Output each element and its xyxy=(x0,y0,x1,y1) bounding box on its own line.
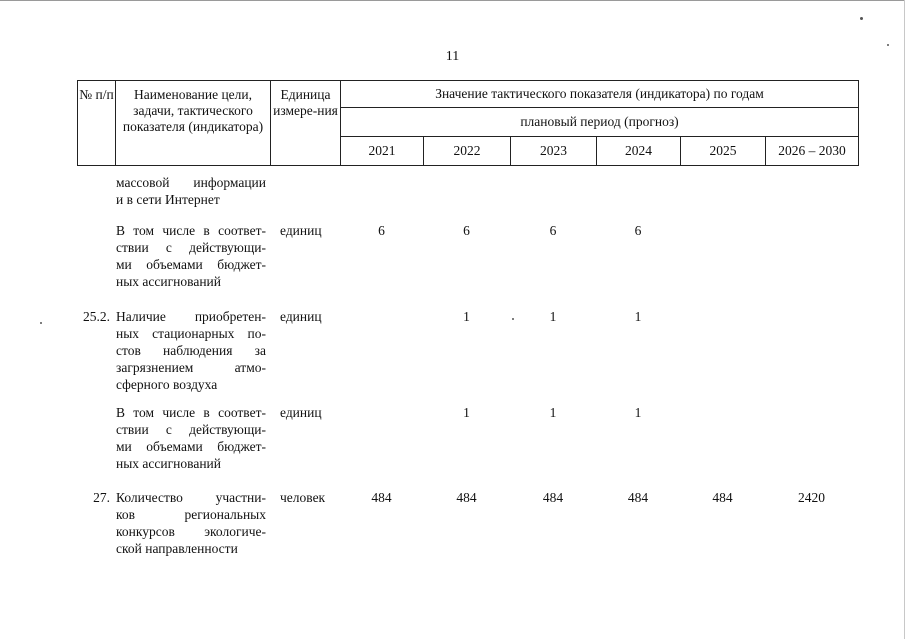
header-indicator-name: Наименование цели, задачи, тактического показателя (индикатора) xyxy=(116,81,271,166)
value-2024: 1 xyxy=(634,405,642,420)
value-2025: 484 xyxy=(712,490,733,505)
scan-speck xyxy=(40,322,42,324)
value-2023: 1 xyxy=(549,309,557,324)
value-2024: 1 xyxy=(634,309,642,324)
value-2026-2030: 2420 xyxy=(798,490,825,505)
indicator-name-line: и в сети Интернет xyxy=(116,192,220,207)
indicator-name-line: В том числе в соответ- xyxy=(116,405,266,420)
header-year: 2025 xyxy=(681,137,766,166)
header-year: 2024 xyxy=(597,137,681,166)
scan-speck xyxy=(887,44,889,46)
header-values-by-year: Значение тактического показателя (индикатора) по годам xyxy=(341,81,859,108)
indicator-name-line: ми объемами бюджет- xyxy=(116,439,266,454)
scan-edge-top xyxy=(0,0,905,1)
header-unit: Единица измере-ния xyxy=(271,81,341,166)
indicator-name-line: конкурсов экологиче- xyxy=(116,524,266,539)
value-2023: 484 xyxy=(542,490,564,505)
indicator-name xyxy=(116,404,266,472)
indicator-name-line: ствии с действующи- xyxy=(116,422,266,437)
indicator-name xyxy=(116,308,266,393)
indicator-name-line: ных ассигнований xyxy=(116,274,221,289)
indicator-name-line: ствии с действующи- xyxy=(116,240,266,255)
indicator-name-line: стов наблюдения за xyxy=(116,343,266,358)
value-2023: 6 xyxy=(549,223,557,238)
indicator-name-line: загрязнением атмо- xyxy=(116,360,266,375)
value-2024: 484 xyxy=(627,490,649,505)
unit: единиц xyxy=(280,223,322,238)
page-number: 11 xyxy=(445,49,460,64)
header-year: 2021 xyxy=(341,137,424,166)
indicator-name-line: Количество участни- xyxy=(116,490,266,505)
row-number: 25.2. xyxy=(83,309,110,324)
indicator-name-line: ных ассигнований xyxy=(116,456,221,471)
scan-speck xyxy=(860,17,863,20)
indicator-name-line: В том числе в соответ- xyxy=(116,223,266,238)
value-2022: 1 xyxy=(463,405,470,420)
value-2023: 1 xyxy=(549,405,557,420)
unit: единиц xyxy=(280,309,322,324)
header-year: 2026 – 2030 xyxy=(766,137,859,166)
indicator-name-line: сферного воздуха xyxy=(116,377,218,392)
indicator-name xyxy=(116,174,266,208)
value-2022: 1 xyxy=(463,309,470,324)
indicator-name-line: ных стационарных по- xyxy=(116,326,266,341)
header-planned-period: плановый период (прогноз) xyxy=(341,108,859,137)
value-2021: 484 xyxy=(371,490,392,505)
indicator-table-header xyxy=(77,80,859,166)
header-number: № п/п xyxy=(78,81,116,166)
indicator-name-line: ской направленности xyxy=(116,541,238,556)
indicator-name xyxy=(116,222,266,290)
value-2022: 484 xyxy=(456,490,477,505)
indicator-name xyxy=(116,489,266,557)
row-number: 27. xyxy=(93,490,110,505)
value-2024: 6 xyxy=(634,223,642,238)
indicator-name-line: Наличие приобретен- xyxy=(116,309,266,324)
header-year: 2022 xyxy=(424,137,511,166)
indicator-name-line: массовой информации xyxy=(116,175,266,190)
header-year: 2023 xyxy=(511,137,597,166)
value-2021: 6 xyxy=(378,223,385,238)
indicator-name-line: ков региональных xyxy=(116,507,266,522)
unit: человек xyxy=(280,490,326,505)
value-2022: 6 xyxy=(463,223,470,238)
unit: единиц xyxy=(280,405,322,420)
indicator-name-line: ми объемами бюджет- xyxy=(116,257,266,272)
